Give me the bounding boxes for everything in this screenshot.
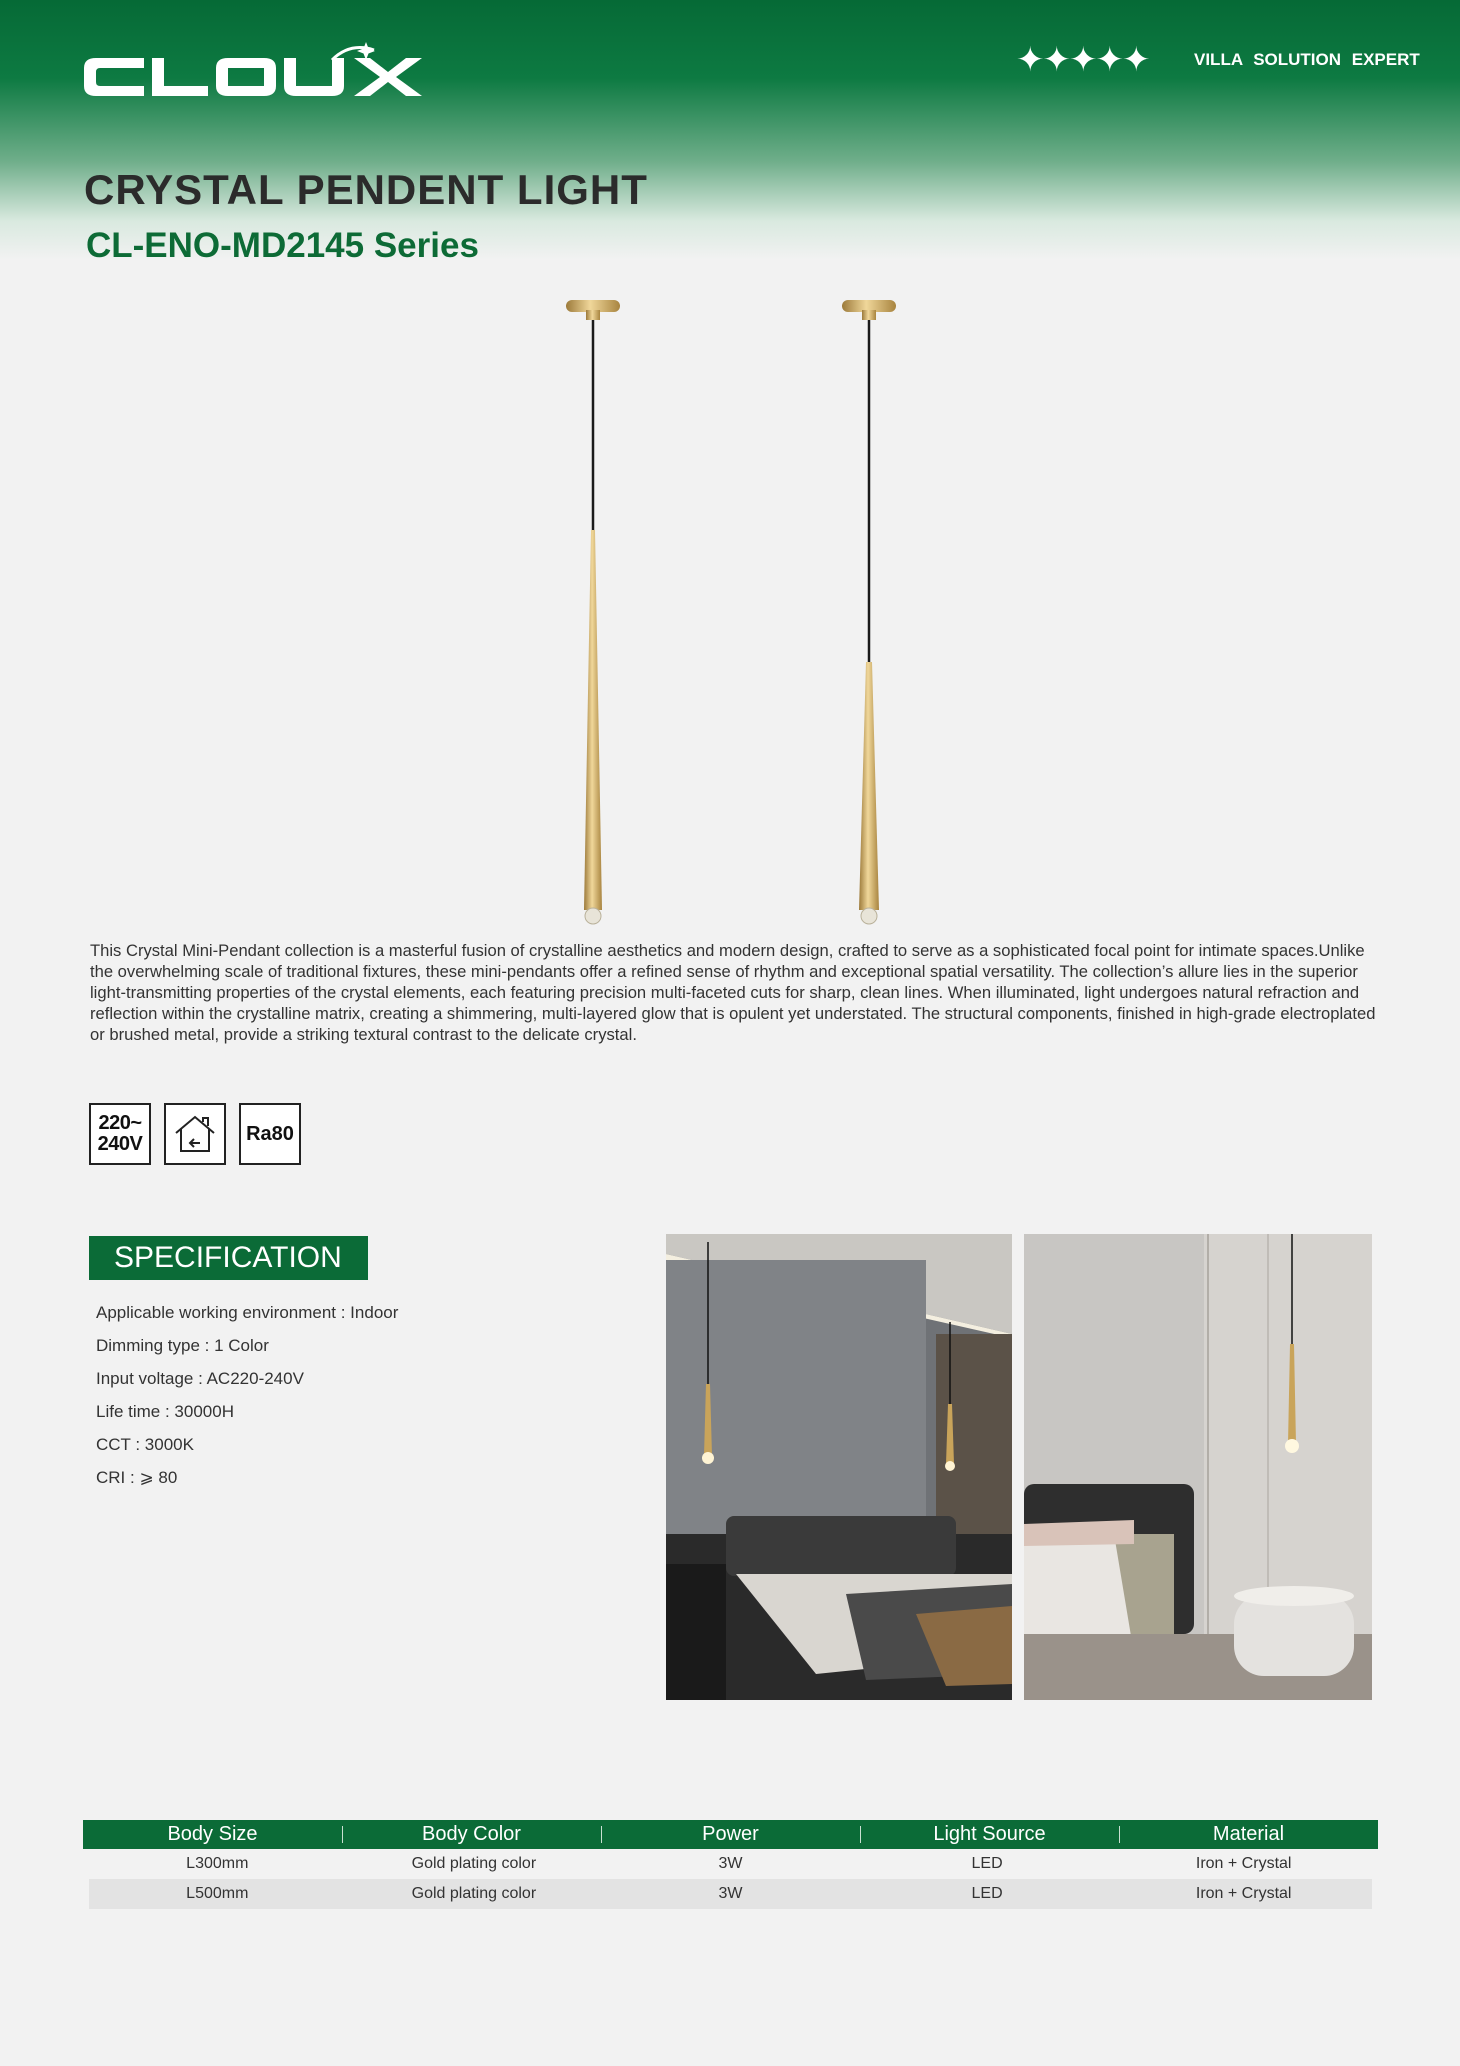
spec-voltage: Input voltage : AC220-240V	[96, 1369, 304, 1388]
cloux-logo	[82, 40, 442, 110]
bedroom-photo-dark	[666, 1234, 1012, 1700]
cell-light-source: LED	[971, 1855, 1003, 1872]
indoor-house-icon	[164, 1103, 226, 1165]
header-body-color: Body Color	[342, 1823, 601, 1846]
header-material: Material	[1119, 1823, 1378, 1846]
cell-light-source: LED	[971, 1885, 1003, 1902]
brand-tagline: VILLA SOLUTION EXPERT	[1194, 50, 1420, 69]
product-image	[540, 290, 940, 930]
pendant-short	[842, 300, 896, 924]
product-description: This Crystal Mini-Pendant collection is a masterful fusion of crystalline aesthetics and modern design, crafted to serve as a sophisticated focal point for intimate spaces.Unlike the overwhelming scale of traditional fixtures, these mini-pendants offer a refined sense of rhythm and exceptional spatial versatility. The collection’s allure lies in the superior light-transmitting properties of the crystal elements, each featuring precision multi-faceted cuts for sharp, clean lines. When illuminated, light undergoes natural refraction and reflection within the crystalline matrix, creating a shimmering, multi-layered glow that is opulent yet understated. The structural components, finished in high-grade electroplated or brushed metal, provide a striking textural contrast to the delicate crystal.	[90, 941, 1376, 1044]
voltage-badge	[89, 1103, 151, 1165]
rating-stars: ✦✦✦✦✦	[1016, 40, 1149, 80]
cell-material: Iron + Crystal	[1195, 1855, 1292, 1872]
header-band	[0, 0, 1460, 260]
spec-environment: Applicable working environment : Indoor	[96, 1303, 399, 1322]
specification-heading: SPECIFICATION	[89, 1236, 368, 1280]
cell-power: 3W	[718, 1855, 743, 1872]
spec-cct: CCT : 3000K	[96, 1435, 194, 1454]
spec-dimming: Dimming type : 1 Color	[96, 1336, 269, 1355]
cell-body-color: Gold plating color	[411, 1885, 537, 1902]
spec-cri: CRI : ⩾ 80	[96, 1468, 178, 1487]
specification-list	[96, 1302, 398, 1500]
feature-badges	[89, 1103, 301, 1165]
cri-badge: Ra80	[239, 1103, 301, 1165]
spec-lifetime: Life time : 30000H	[96, 1402, 234, 1421]
cell-power: 3W	[718, 1885, 743, 1902]
voltage-line-1: 220~	[98, 1112, 142, 1134]
product-variants-table	[83, 1820, 1378, 1909]
header-power: Power	[601, 1823, 860, 1846]
cell-material: Iron + Crystal	[1195, 1885, 1292, 1902]
page-title: CRYSTAL PENDENT LIGHT	[84, 166, 648, 213]
header-body-size: Body Size	[167, 1823, 258, 1845]
cell-body-size: L500mm	[186, 1885, 249, 1902]
cell-body-color: Gold plating color	[411, 1855, 537, 1872]
pendant-long	[566, 300, 620, 924]
series-name: CL-ENO-MD2145 Series	[86, 226, 479, 265]
voltage-line-2: 240V	[97, 1133, 143, 1155]
table-header	[83, 1820, 1378, 1849]
table-row	[89, 1879, 1372, 1909]
cell-body-size: L300mm	[186, 1855, 249, 1872]
bedroom-photo-light	[1024, 1234, 1372, 1700]
table-row	[89, 1849, 1372, 1879]
header-light-source: Light Source	[860, 1823, 1119, 1846]
